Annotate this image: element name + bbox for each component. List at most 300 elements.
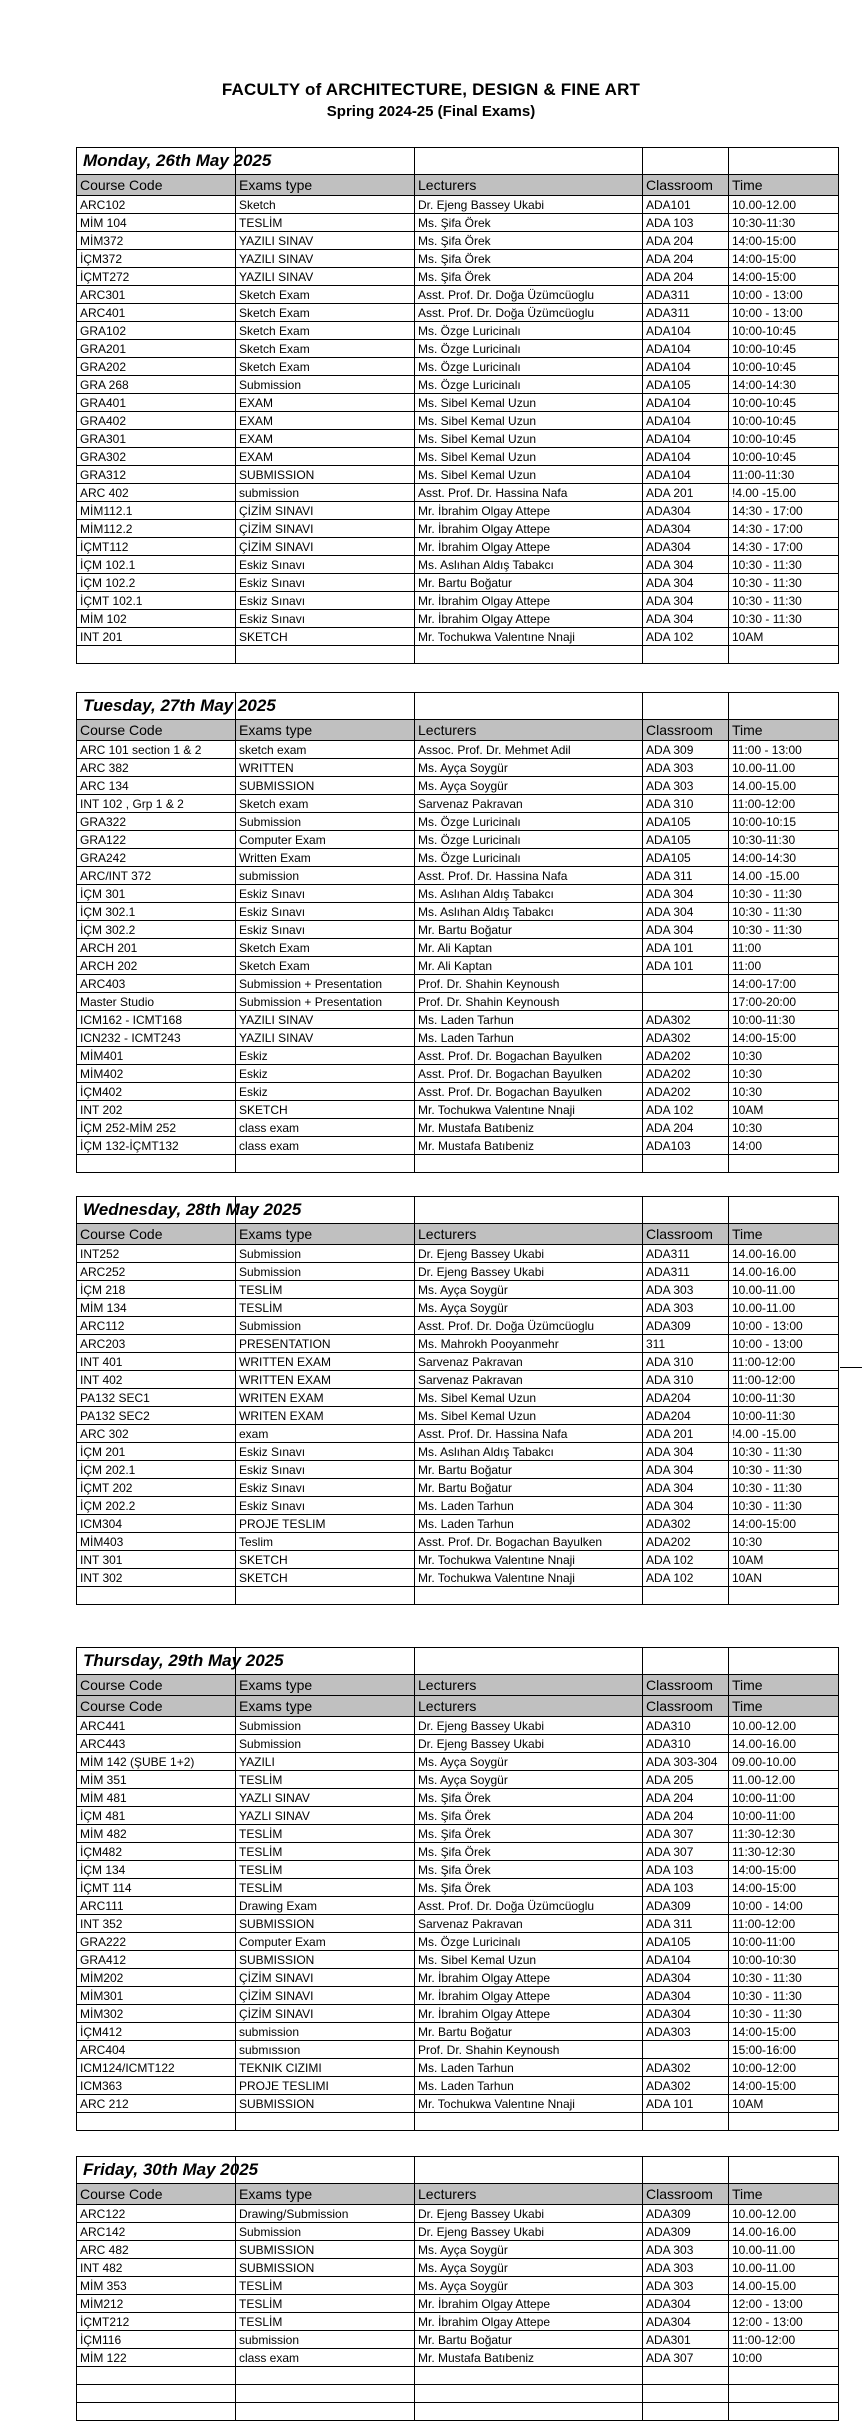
column-header-lecturer: Lecturers — [415, 1696, 643, 1717]
table-row — [77, 196, 839, 214]
empty-cell — [729, 1197, 839, 1224]
course-code-cell: INT 201 — [77, 628, 236, 646]
lecturer-cell: Mr. İbrahim Olgay Attepe — [415, 1969, 643, 1987]
time-cell: 10:30 — [729, 1083, 839, 1101]
exam-type-cell: Sketch — [236, 196, 415, 214]
day-section-monday — [76, 147, 838, 664]
lecturer-cell: Ms. Laden Tarhun — [415, 2059, 643, 2077]
lecturer-cell: Ms. Aslıhan Aldış Tabakcı — [415, 556, 643, 574]
time-cell: 10:30 - 11:30 — [729, 1461, 839, 1479]
course-code-cell: İÇM 218 — [77, 1281, 236, 1299]
lecturer-cell: Asst. Prof. Dr. Doğa Üzümcüoglu — [415, 304, 643, 322]
exam-type-cell: Eskiz — [236, 1083, 415, 1101]
time-cell: 14:00-15:00 — [729, 1879, 839, 1897]
time-cell: 10.00-11.00 — [729, 759, 839, 777]
exam-type-cell: ÇİZİM SINAVI — [236, 2005, 415, 2023]
exam-type-cell: Eskiz Sınavı — [236, 885, 415, 903]
lecturer-cell: Ms. Şifa Örek — [415, 1825, 643, 1843]
time-cell: 11.00-12.00 — [729, 1771, 839, 1789]
time-cell: 10:30 - 11:30 — [729, 574, 839, 592]
empty-cell — [643, 1587, 729, 1605]
lecturer-cell: Ms. Ayça Soygür — [415, 2241, 643, 2259]
classroom-cell — [643, 975, 729, 993]
lecturer-cell: Asst. Prof. Dr. Bogachan Bayulken — [415, 1065, 643, 1083]
classroom-cell: ADA304 — [643, 502, 729, 520]
course-code-cell: MİM 102 — [77, 610, 236, 628]
exam-table — [76, 692, 839, 1173]
exam-type-cell: SKETCH — [236, 1551, 415, 1569]
blank-row — [77, 2403, 839, 2421]
table-row — [77, 466, 839, 484]
time-cell: 10:00-11:30 — [729, 1011, 839, 1029]
time-cell: 10:00-10:45 — [729, 340, 839, 358]
classroom-cell: ADA310 — [643, 1717, 729, 1735]
lecturer-cell: Asst. Prof. Dr. Doğa Üzümcüoglu — [415, 1317, 643, 1335]
exam-type-cell: submission — [236, 2023, 415, 2041]
day-title-row — [77, 2157, 839, 2184]
classroom-cell: ADA302 — [643, 1029, 729, 1047]
empty-cell — [415, 2367, 643, 2385]
time-cell: 10:00 — [729, 2349, 839, 2367]
exam-type-cell: EXAM — [236, 430, 415, 448]
exam-type-cell: TESLİM — [236, 2277, 415, 2295]
exam-type-cell: TESLİM — [236, 2313, 415, 2331]
empty-cell — [77, 2113, 236, 2131]
classroom-cell: ADA104 — [643, 412, 729, 430]
time-cell: 10:00-11:00 — [729, 1789, 839, 1807]
column-header-classroom: Classroom — [643, 1224, 729, 1245]
course-code-cell: İÇMT112 — [77, 538, 236, 556]
table-row — [77, 232, 839, 250]
empty-cell — [415, 1648, 643, 1675]
exam-type-cell: Eskiz Sınavı — [236, 556, 415, 574]
table-row — [77, 448, 839, 466]
lecturer-cell: Ms. Özge Luricinalı — [415, 831, 643, 849]
classroom-cell: ADA 310 — [643, 795, 729, 813]
table-row — [77, 1425, 839, 1443]
column-header-time: Time — [729, 1675, 839, 1696]
table-row — [77, 592, 839, 610]
classroom-cell: ADA 307 — [643, 2349, 729, 2367]
course-code-cell: MİM202 — [77, 1969, 236, 1987]
course-code-cell: GRA401 — [77, 394, 236, 412]
column-header-exam-type: Exams type — [236, 1675, 415, 1696]
classroom-cell: ADA 304 — [643, 1443, 729, 1461]
exam-type-cell: Submission — [236, 376, 415, 394]
classroom-cell: ADA105 — [643, 376, 729, 394]
course-code-cell: GRA312 — [77, 466, 236, 484]
exam-type-cell: ÇİZİM SINAVI — [236, 1987, 415, 2005]
table-row — [77, 1065, 839, 1083]
lecturer-cell: Ms. Şifa Örek — [415, 214, 643, 232]
classroom-cell: ADA 303 — [643, 2277, 729, 2295]
table-row — [77, 849, 839, 867]
table-row — [77, 484, 839, 502]
classroom-cell: ADA104 — [643, 1951, 729, 1969]
column-header-time: Time — [729, 1696, 839, 1717]
lecturer-cell: Mr. İbrahim Olgay Attepe — [415, 610, 643, 628]
time-cell: 10:30 - 11:30 — [729, 1987, 839, 2005]
exam-type-cell: SKETCH — [236, 628, 415, 646]
time-cell: 15:00-16:00 — [729, 2041, 839, 2059]
course-code-cell: GRA301 — [77, 430, 236, 448]
exam-type-cell: SKETCH — [236, 1569, 415, 1587]
classroom-cell: ADA 102 — [643, 1551, 729, 1569]
classroom-cell: ADA 101 — [643, 957, 729, 975]
time-cell: 10.00-12.00 — [729, 196, 839, 214]
table-row — [77, 520, 839, 538]
classroom-cell: ADA 304 — [643, 1461, 729, 1479]
table-row — [77, 1353, 839, 1371]
exam-type-cell: EXAM — [236, 412, 415, 430]
exam-type-cell: submission — [236, 867, 415, 885]
classroom-cell: 311 — [643, 1335, 729, 1353]
lecturer-cell: Mr. Tochukwa Valentıne Nnaji — [415, 628, 643, 646]
column-header-lecturer: Lecturers — [415, 175, 643, 196]
classroom-cell: ADA302 — [643, 2059, 729, 2077]
empty-cell — [236, 646, 415, 664]
lecturer-cell: Ms. Sibel Kemal Uzun — [415, 430, 643, 448]
empty-cell — [729, 646, 839, 664]
classroom-cell: ADA 205 — [643, 1771, 729, 1789]
empty-cell — [415, 693, 643, 720]
exam-type-cell: Submission + Presentation — [236, 993, 415, 1011]
lecturer-cell: Ms. Şifa Örek — [415, 268, 643, 286]
course-code-cell: İÇM 481 — [77, 1807, 236, 1825]
exam-type-cell: Eskiz — [236, 1047, 415, 1065]
empty-cell — [236, 2367, 415, 2385]
time-cell: 10:30-11:30 — [729, 214, 839, 232]
empty-cell — [236, 1587, 415, 1605]
lecturer-cell: Mr. Tochukwa Valentıne Nnaji — [415, 2095, 643, 2113]
classroom-cell: ADA304 — [643, 2005, 729, 2023]
course-code-cell: MİM212 — [77, 2295, 236, 2313]
classroom-cell: ADA104 — [643, 394, 729, 412]
exam-type-cell: Eskiz Sınavı — [236, 1443, 415, 1461]
exam-type-cell: Drawing Exam — [236, 1897, 415, 1915]
time-cell: 14:30 - 17:00 — [729, 502, 839, 520]
day-section-friday — [76, 2156, 838, 2421]
time-cell: 11:00-12:00 — [729, 1371, 839, 1389]
table-row — [77, 2295, 839, 2313]
time-cell: 10:30 — [729, 1533, 839, 1551]
time-cell: 10AM — [729, 628, 839, 646]
lecturer-cell: Mr. İbrahim Olgay Attepe — [415, 2295, 643, 2313]
blank-row — [77, 1587, 839, 1605]
column-header-row — [77, 1696, 839, 1717]
course-code-cell: GRA122 — [77, 831, 236, 849]
exam-type-cell: TESLİM — [236, 1825, 415, 1843]
table-row — [77, 795, 839, 813]
classroom-cell: ADA 304 — [643, 903, 729, 921]
exam-type-cell: Eskiz Sınavı — [236, 610, 415, 628]
course-code-cell: GRA 268 — [77, 376, 236, 394]
column-header-classroom: Classroom — [643, 720, 729, 741]
course-code-cell: ARC443 — [77, 1735, 236, 1753]
classroom-cell: ADA304 — [643, 2313, 729, 2331]
classroom-cell: ADA304 — [643, 538, 729, 556]
course-code-cell: INT 401 — [77, 1353, 236, 1371]
table-row — [77, 813, 839, 831]
classroom-cell: ADA 307 — [643, 1825, 729, 1843]
classroom-cell: ADA 103 — [643, 1879, 729, 1897]
empty-cell — [643, 693, 729, 720]
course-code-cell: İÇMT 102.1 — [77, 592, 236, 610]
classroom-cell: ADA 201 — [643, 484, 729, 502]
classroom-cell: ADA204 — [643, 1407, 729, 1425]
table-row — [77, 1569, 839, 1587]
empty-cell — [643, 2113, 729, 2131]
classroom-cell: ADA 101 — [643, 939, 729, 957]
time-cell: 10:00-10:30 — [729, 1951, 839, 1969]
column-header-exam-type: Exams type — [236, 720, 415, 741]
time-cell: 11:00 - 13:00 — [729, 741, 839, 759]
exam-type-cell: Submission — [236, 1263, 415, 1281]
empty-cell — [729, 1155, 839, 1173]
exam-type-cell: submıssıon — [236, 2041, 415, 2059]
time-cell: 11:00-12:00 — [729, 2331, 839, 2349]
lecturer-cell: Dr. Ejeng Bassey Ukabi — [415, 1245, 643, 1263]
exam-type-cell: WRITTEN EXAM — [236, 1371, 415, 1389]
course-code-cell: ARC 212 — [77, 2095, 236, 2113]
table-row — [77, 1717, 839, 1735]
classroom-cell: ADA309 — [643, 1317, 729, 1335]
exam-type-cell: sketch exam — [236, 741, 415, 759]
table-row — [77, 1807, 839, 1825]
table-row — [77, 975, 839, 993]
table-row — [77, 2077, 839, 2095]
lecturer-cell: Asst. Prof. Dr. Hassina Nafa — [415, 867, 643, 885]
exam-type-cell: ÇİZİM SINAVI — [236, 520, 415, 538]
time-cell: 10AM — [729, 1101, 839, 1119]
lecturer-cell: Mr. Bartu Boğatur — [415, 574, 643, 592]
exam-type-cell: class exam — [236, 2349, 415, 2367]
lecturer-cell: Ms. Şifa Örek — [415, 1807, 643, 1825]
course-code-cell: GRA322 — [77, 813, 236, 831]
time-cell: 10:30 - 11:30 — [729, 921, 839, 939]
exam-type-cell: Computer Exam — [236, 1933, 415, 1951]
classroom-cell: ADA 303-304 — [643, 1753, 729, 1771]
exam-type-cell: PRESENTATION — [236, 1335, 415, 1353]
table-row — [77, 1335, 839, 1353]
lecturer-cell: Mr. Bartu Boğatur — [415, 1479, 643, 1497]
course-code-cell: INT 202 — [77, 1101, 236, 1119]
classroom-cell: ADA202 — [643, 1065, 729, 1083]
exam-type-cell: Sketch Exam — [236, 939, 415, 957]
table-row — [77, 885, 839, 903]
course-code-cell: ARC441 — [77, 1717, 236, 1735]
course-code-cell: INT252 — [77, 1245, 236, 1263]
time-cell: 14.00-16.00 — [729, 1735, 839, 1753]
exam-type-cell: Sketch Exam — [236, 340, 415, 358]
table-row — [77, 214, 839, 232]
course-code-cell: Master Studio — [77, 993, 236, 1011]
course-code-cell: INT 482 — [77, 2259, 236, 2277]
time-cell: 10:30 - 11:30 — [729, 1497, 839, 1515]
table-row — [77, 2041, 839, 2059]
course-code-cell: İÇM 202.2 — [77, 1497, 236, 1515]
classroom-cell: ADA302 — [643, 1515, 729, 1533]
course-code-cell: ARC252 — [77, 1263, 236, 1281]
table-row — [77, 1461, 839, 1479]
lecturer-cell: Ms. Ayça Soygür — [415, 1299, 643, 1317]
exam-type-cell: YAZILI SINAV — [236, 250, 415, 268]
lecturer-cell: Mr. İbrahim Olgay Attepe — [415, 2313, 643, 2331]
column-header-lecturer: Lecturers — [415, 2184, 643, 2205]
exam-type-cell: Sketch Exam — [236, 304, 415, 322]
course-code-cell: İÇM412 — [77, 2023, 236, 2041]
lecturer-cell: Mr. İbrahim Olgay Attepe — [415, 502, 643, 520]
course-code-cell: GRA402 — [77, 412, 236, 430]
lecturer-cell: Ms. Şifa Örek — [415, 1789, 643, 1807]
empty-cell — [729, 1648, 839, 1675]
course-code-cell: GRA302 — [77, 448, 236, 466]
course-code-cell: İÇM372 — [77, 250, 236, 268]
lecturer-cell: Asst. Prof. Dr. Bogachan Bayulken — [415, 1047, 643, 1065]
exam-type-cell: Teslim — [236, 1533, 415, 1551]
course-code-cell: ICM124/ICMT122 — [77, 2059, 236, 2077]
course-code-cell: INT 102 , Grp 1 & 2 — [77, 795, 236, 813]
empty-cell — [729, 2113, 839, 2131]
classroom-cell: ADA301 — [643, 2331, 729, 2349]
table-row — [77, 921, 839, 939]
course-code-cell: ARC404 — [77, 2041, 236, 2059]
classroom-cell: ADA 311 — [643, 867, 729, 885]
classroom-cell: ADA309 — [643, 2223, 729, 2241]
day-title-row — [77, 693, 839, 720]
time-cell: 10:00 - 13:00 — [729, 1317, 839, 1335]
classroom-cell: ADA 303 — [643, 1299, 729, 1317]
time-cell: 10AN — [729, 1569, 839, 1587]
lecturer-cell: Ms. Özge Luricinalı — [415, 358, 643, 376]
exam-type-cell: WRITEN EXAM — [236, 1389, 415, 1407]
exam-type-cell: SUBMISSION — [236, 777, 415, 795]
time-cell: 10:00-10:45 — [729, 394, 839, 412]
exam-type-cell: Eskiz Sınavı — [236, 903, 415, 921]
time-cell: 14:30 - 17:00 — [729, 538, 839, 556]
table-row — [77, 2259, 839, 2277]
column-header-course-code: Course Code — [77, 720, 236, 741]
column-header-time: Time — [729, 175, 839, 196]
day-title: Friday, 30th May 2025 — [77, 2157, 236, 2184]
exam-type-cell: Submission + Presentation — [236, 975, 415, 993]
time-cell: 10AM — [729, 1551, 839, 1569]
table-row — [77, 1987, 839, 2005]
table-row — [77, 993, 839, 1011]
time-cell: 14:00-15:00 — [729, 2077, 839, 2095]
table-row — [77, 1443, 839, 1461]
classroom-cell: ADA 310 — [643, 1371, 729, 1389]
lecturer-cell: Dr. Ejeng Bassey Ukabi — [415, 196, 643, 214]
classroom-cell: ADA 102 — [643, 1101, 729, 1119]
lecturer-cell: Mr. Mustafa Batıbeniz — [415, 2349, 643, 2367]
course-code-cell: İÇM 302.1 — [77, 903, 236, 921]
table-row — [77, 412, 839, 430]
lecturer-cell: Ms. Şifa Örek — [415, 1879, 643, 1897]
time-cell: 14.00-16.00 — [729, 1245, 839, 1263]
time-cell: 10:30 - 11:30 — [729, 592, 839, 610]
table-row — [77, 1083, 839, 1101]
exam-type-cell: TEKNIK CIZIMI — [236, 2059, 415, 2077]
exam-type-cell: WRITTEN EXAM — [236, 1353, 415, 1371]
exam-type-cell: Submission — [236, 1317, 415, 1335]
time-cell: 10:00-10:45 — [729, 412, 839, 430]
lecturer-cell: Ms. Şifa Örek — [415, 250, 643, 268]
exam-type-cell: Eskiz Sınavı — [236, 1461, 415, 1479]
lecturer-cell: Ms. Sibel Kemal Uzun — [415, 1407, 643, 1425]
course-code-cell: İÇM 102.2 — [77, 574, 236, 592]
lecturer-cell: Sarvenaz Pakravan — [415, 1371, 643, 1389]
classroom-cell: ADA304 — [643, 2295, 729, 2313]
day-title-row — [77, 1197, 839, 1224]
exam-type-cell: EXAM — [236, 448, 415, 466]
lecturer-cell: Ms. Ayça Soygür — [415, 2277, 643, 2295]
lecturer-cell: Prof. Dr. Shahin Keynoush — [415, 993, 643, 1011]
lecturer-cell: Ms. Laden Tarhun — [415, 1497, 643, 1515]
table-row — [77, 1281, 839, 1299]
classroom-cell: ADA104 — [643, 448, 729, 466]
exam-type-cell: Eskiz Sınavı — [236, 1479, 415, 1497]
lecturer-cell: Mr. İbrahim Olgay Attepe — [415, 2005, 643, 2023]
table-row — [77, 867, 839, 885]
empty-cell — [236, 2113, 415, 2131]
time-cell: 10:00-11:30 — [729, 1407, 839, 1425]
course-code-cell: ICN232 - ICMT243 — [77, 1029, 236, 1047]
lecturer-cell: Ms. Özge Luricinalı — [415, 322, 643, 340]
exam-table — [76, 147, 839, 664]
empty-cell — [729, 2403, 839, 2421]
classroom-cell: ADA 303 — [643, 2241, 729, 2259]
table-row — [77, 2023, 839, 2041]
classroom-cell: ADA101 — [643, 196, 729, 214]
table-row — [77, 2313, 839, 2331]
time-cell: 14:00-15:00 — [729, 1515, 839, 1533]
table-row — [77, 538, 839, 556]
empty-cell — [729, 2385, 839, 2403]
lecturer-cell: Mr. Bartu Boğatur — [415, 2023, 643, 2041]
time-cell: 14.00-16.00 — [729, 1263, 839, 1281]
classroom-cell: ADA 304 — [643, 1479, 729, 1497]
column-header-classroom: Classroom — [643, 2184, 729, 2205]
classroom-cell: ADA311 — [643, 304, 729, 322]
course-code-cell: MİM 351 — [77, 1771, 236, 1789]
classroom-cell: ADA105 — [643, 813, 729, 831]
course-code-cell: INT 352 — [77, 1915, 236, 1933]
course-code-cell: INT 402 — [77, 1371, 236, 1389]
column-header-course-code: Course Code — [77, 1696, 236, 1717]
table-row — [77, 358, 839, 376]
exam-type-cell: Written Exam — [236, 849, 415, 867]
exam-type-cell: YAZILI SINAV — [236, 232, 415, 250]
table-row — [77, 957, 839, 975]
time-cell: 17:00-20:00 — [729, 993, 839, 1011]
exam-type-cell: YAZILI SINAV — [236, 1011, 415, 1029]
exam-type-cell: Sketch Exam — [236, 286, 415, 304]
classroom-cell: ADA 204 — [643, 1789, 729, 1807]
blank-row — [77, 1155, 839, 1173]
course-code-cell: ARC112 — [77, 1317, 236, 1335]
empty-cell — [643, 1155, 729, 1173]
table-row — [77, 394, 839, 412]
classroom-cell: ADA 102 — [643, 628, 729, 646]
exam-table — [76, 1196, 839, 1605]
column-header-course-code: Course Code — [77, 175, 236, 196]
exam-type-cell: PROJE TESLIM — [236, 1515, 415, 1533]
empty-cell — [77, 1155, 236, 1173]
lecturer-cell: Prof. Dr. Shahin Keynoush — [415, 975, 643, 993]
time-cell: 10:00-11:00 — [729, 1933, 839, 1951]
column-header-course-code: Course Code — [77, 1224, 236, 1245]
